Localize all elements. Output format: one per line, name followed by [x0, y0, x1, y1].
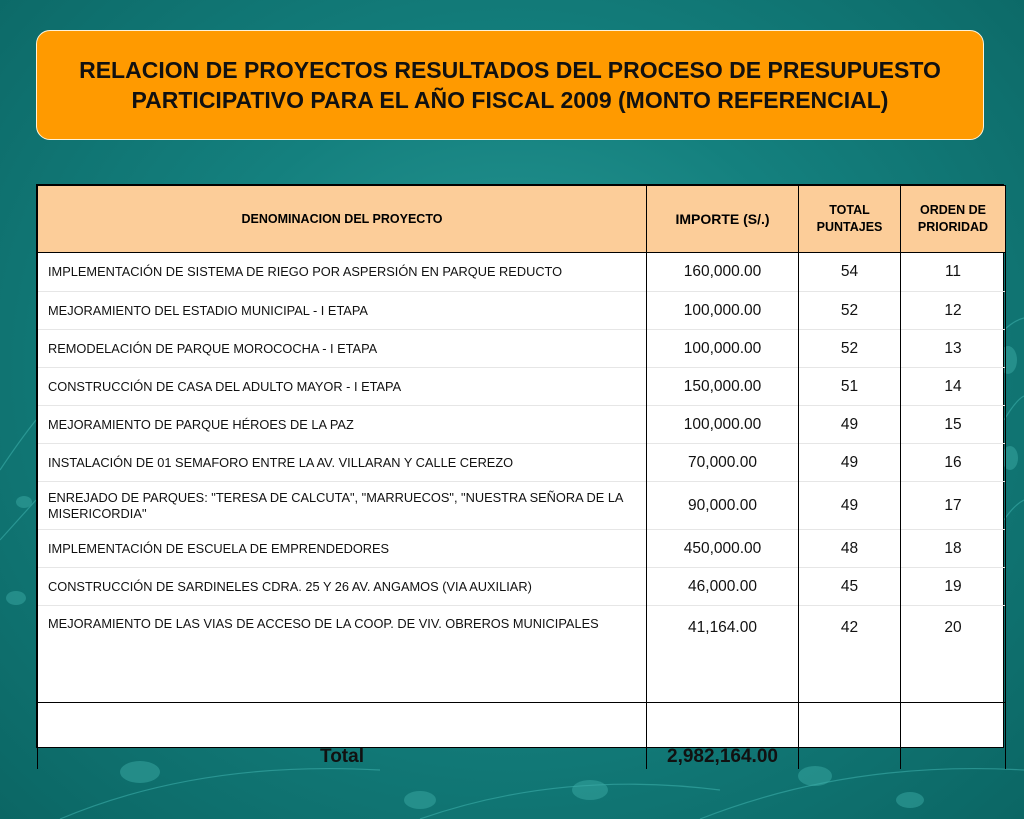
total-orden-empty [901, 703, 1006, 770]
project-importe: 450,000.00 [647, 530, 799, 568]
table-row [38, 444, 1006, 482]
table-row [38, 292, 1006, 330]
project-orden: 14 [901, 368, 1006, 406]
project-orden: 17 [901, 482, 1006, 530]
project-importe: 46,000.00 [647, 568, 799, 606]
table-row [38, 330, 1006, 368]
project-puntaje: 42 [799, 606, 901, 703]
project-puntaje: 48 [799, 530, 901, 568]
project-importe: 100,000.00 [647, 330, 799, 368]
project-orden: 20 [901, 606, 1006, 703]
project-name: INSTALACIÓN DE 01 SEMAFORO ENTRE LA AV. VILLARAN Y CALLE CEREZO [38, 444, 647, 482]
header-total-puntajes: TOTAL PUNTAJES [799, 186, 901, 253]
table-row [38, 482, 1006, 530]
project-name: IMPLEMENTACIÓN DE ESCUELA DE EMPRENDEDORES [38, 530, 647, 568]
project-name: IMPLEMENTACIÓN DE SISTEMA DE RIEGO POR ASPERSIÓN EN PARQUE REDUCTO [38, 253, 647, 292]
project-puntaje: 49 [799, 444, 901, 482]
project-importe: 70,000.00 [647, 444, 799, 482]
project-name: MEJORAMIENTO DE LAS VIAS DE ACCESO DE LA COOP. DE VIV. OBREROS MUNICIPALES [38, 606, 647, 703]
project-orden: 18 [901, 530, 1006, 568]
table-row [38, 606, 1006, 703]
project-name: MEJORAMIENTO DE PARQUE HÉROES DE LA PAZ [38, 406, 647, 444]
header-orden-prioridad: ORDEN DE PRIORIDAD [901, 186, 1006, 253]
project-importe: 90,000.00 [647, 482, 799, 530]
project-puntaje: 54 [799, 253, 901, 292]
project-orden: 16 [901, 444, 1006, 482]
title-banner [36, 30, 984, 140]
project-puntaje: 45 [799, 568, 901, 606]
project-name: REMODELACIÓN DE PARQUE MOROCOCHA - I ETAPA [38, 330, 647, 368]
project-puntaje: 49 [799, 482, 901, 530]
page-title: RELACION DE PROYECTOS RESULTADOS DEL PROCESO DE PRESUPUESTO PARTICIPATIVO PARA EL AÑO FISCAL 2009 (MONTO REFERENCIAL) [79, 57, 941, 113]
project-puntaje: 51 [799, 368, 901, 406]
project-orden: 11 [901, 253, 1006, 292]
project-importe: 100,000.00 [647, 406, 799, 444]
project-name: CONSTRUCCIÓN DE CASA DEL ADULTO MAYOR - I ETAPA [38, 368, 647, 406]
total-puntaje-empty [799, 703, 901, 770]
table-row [38, 368, 1006, 406]
table-row [38, 568, 1006, 606]
table-row [38, 406, 1006, 444]
project-puntaje: 49 [799, 406, 901, 444]
header-denominacion: DENOMINACION DEL PROYECTO [38, 186, 647, 253]
project-importe: 150,000.00 [647, 368, 799, 406]
total-importe: 2,982,164.00 [647, 703, 799, 770]
project-orden: 12 [901, 292, 1006, 330]
table-row [38, 253, 1006, 292]
project-importe: 100,000.00 [647, 292, 799, 330]
header-importe: IMPORTE (S/.) [647, 186, 799, 253]
project-name: MEJORAMIENTO DEL ESTADIO MUNICIPAL - I ETAPA [38, 292, 647, 330]
projects-table [36, 184, 1004, 767]
project-name: CONSTRUCCIÓN DE SARDINELES CDRA. 25 Y 26 AV. ANGAMOS (VIA AUXILIAR) [38, 568, 647, 606]
total-label: Total [38, 703, 647, 770]
project-orden: 13 [901, 330, 1006, 368]
project-puntaje: 52 [799, 292, 901, 330]
project-orden: 15 [901, 406, 1006, 444]
total-row [38, 703, 1006, 770]
project-importe: 160,000.00 [647, 253, 799, 292]
project-name: ENREJADO DE PARQUES: "TERESA DE CALCUTA", "MARRUECOS", "NUESTRA SEÑORA DE LA MISERICORDIA'' [38, 482, 647, 530]
project-puntaje: 52 [799, 330, 901, 368]
project-importe: 41,164.00 [647, 606, 799, 703]
table-row [38, 530, 1006, 568]
project-orden: 19 [901, 568, 1006, 606]
table-header-row [38, 186, 1006, 253]
